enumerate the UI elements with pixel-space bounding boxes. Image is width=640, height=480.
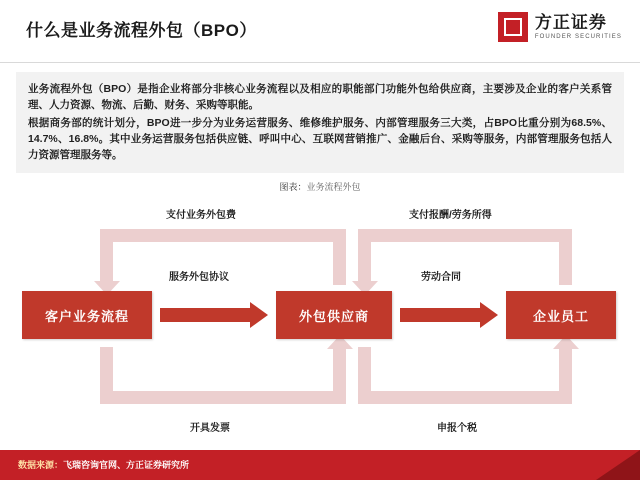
brand-logo bbox=[498, 12, 622, 42]
page-title: 什么是业务流程外包（BPO） bbox=[26, 21, 257, 40]
pipe-bottom-right-up-right bbox=[559, 347, 572, 404]
process-diagram bbox=[14, 205, 626, 455]
pipe-bottom-right-up-left bbox=[358, 347, 371, 404]
founder-securities-logo-icon bbox=[498, 12, 528, 42]
pipe-bottom-right-horizontal bbox=[358, 391, 572, 404]
diagram-node-client-process[interactable]: 客户业务流程 bbox=[22, 291, 152, 339]
figure-caption bbox=[0, 180, 640, 193]
brand-text bbox=[535, 14, 622, 40]
arrow-client-to-supplier-icon bbox=[160, 302, 268, 328]
label-mid-left: 服务外包协议 bbox=[169, 272, 229, 284]
source-text: 飞瑞咨询官网、方正证券研究所 bbox=[63, 460, 190, 470]
pipe-bottom-left-up-right bbox=[333, 347, 346, 404]
pipe-bottom-left-up-left bbox=[100, 347, 113, 404]
label-bottom-left: 开具发票 bbox=[190, 423, 230, 435]
label-top-left: 支付业务外包费 bbox=[166, 210, 236, 222]
label-bottom-right: 申报个税 bbox=[437, 423, 477, 435]
brand-name-en: FOUNDER SECURITIES bbox=[534, 33, 622, 40]
pipe-top-left-down-left bbox=[100, 229, 113, 285]
pipe-top-right-down-left bbox=[358, 229, 371, 285]
pipe-bottom-left-horizontal bbox=[100, 391, 346, 404]
diagram-node-outsourcing-supplier[interactable]: 外包供应商 bbox=[276, 291, 392, 339]
brand-name-cn: 方正证券 bbox=[534, 12, 607, 32]
pipe-top-right-horizontal bbox=[358, 229, 572, 242]
pipe-top-left-down-right bbox=[333, 229, 346, 285]
pipe-top-right-down-right bbox=[559, 229, 572, 285]
label-top-right: 支付报酬/劳务所得 bbox=[409, 210, 492, 222]
source-label: 数据来源： bbox=[18, 460, 64, 470]
slide-footer bbox=[0, 450, 640, 480]
summary-paragraph-1: 业务流程外包（BPO）是指企业将部分非核心业务流程以及相应的职能部门功能外包给供应商，主要涉及企业的客户关系管理、人力资源、物流、后勤、财务、采购等职能。 bbox=[28, 83, 612, 112]
label-mid-right: 劳动合同 bbox=[421, 272, 461, 284]
footer-corner-decoration bbox=[596, 450, 640, 480]
summary-block bbox=[16, 72, 624, 173]
arrow-supplier-to-employee-icon bbox=[400, 302, 498, 328]
figure-caption-text: 业务流程外包 bbox=[306, 182, 361, 193]
figure-caption-label: 图表： bbox=[279, 182, 307, 193]
summary-paragraph-2: 根据商务部的统计划分，BPO进一步分为业务运营服务、维修维护服务、内部管理服务三大类，占BPO比重分别为68.5%、14.7%、16.8%。其中业务运营服务包括供应链、呼叫中心、互联网营销推广、金融后台、采购等服务，内部管理服务包括人力资源管理服务等。 bbox=[28, 116, 612, 162]
diagram-node-enterprise-employee[interactable]: 企业员工 bbox=[506, 291, 616, 339]
source-note bbox=[18, 458, 189, 471]
pipe-top-left-horizontal bbox=[100, 229, 346, 242]
slide-header bbox=[0, 0, 640, 63]
